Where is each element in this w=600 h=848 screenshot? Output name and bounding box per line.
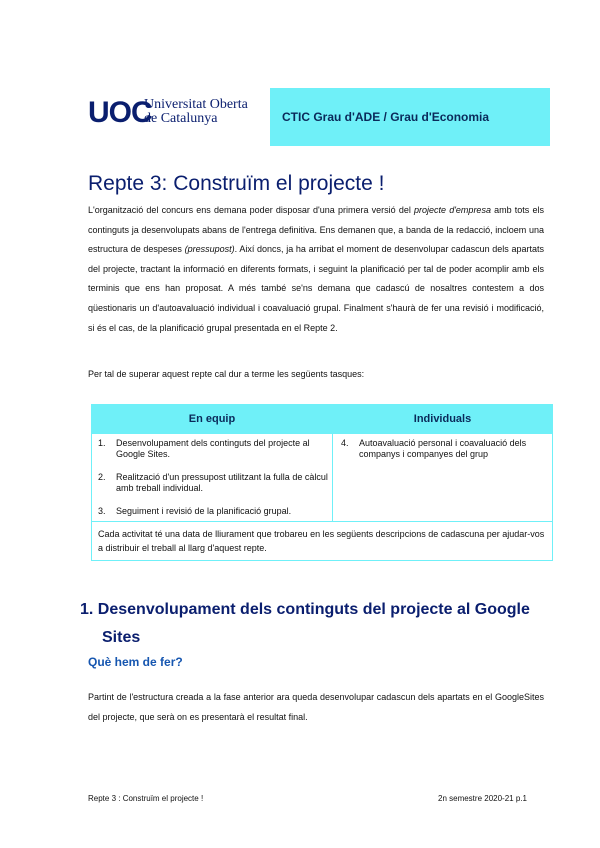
list-item xyxy=(96,506,332,517)
intro-text-a: L'organització del concurs ens demana poder disposar d'una primera versió del xyxy=(88,205,415,215)
uoc-logo-mark: UOC xyxy=(88,96,152,129)
section-body: Partint de l'estructura creada a la fase anterior ara queda desenvolupar cadascun dels apartats en el GoogleSites del projecte, que serà on es presentarà el resultat final. xyxy=(88,692,544,722)
page-footer-title: Repte 3 : Construïm el projecte ! xyxy=(88,794,204,803)
section-title-b: Sites xyxy=(102,629,141,646)
page-title: Repte 3: Construïm el projecte ! xyxy=(88,172,385,195)
logo-line-1: Universitat Oberta xyxy=(144,97,248,112)
section-heading xyxy=(80,596,550,652)
list-item xyxy=(339,438,548,460)
col-header-individual: Individuals xyxy=(333,405,553,434)
section-number: 1. xyxy=(80,601,94,618)
team-tasks-cell xyxy=(92,434,333,522)
intro-em-project: projecte d'empresa xyxy=(414,205,491,215)
task-number: 2. xyxy=(98,472,106,482)
tasks-table-header xyxy=(92,405,553,434)
tasks-intro: Per tal de superar aquest repte cal dur a terme les següents tasques: xyxy=(88,369,365,379)
list-item xyxy=(96,472,332,494)
degree-banner xyxy=(270,88,550,146)
intro-text-c: . Així doncs, ja ha arribat el moment de desenvolupar cadascun dels apartats del projecte, tractant la informació en diferents formats, i seguint la planificació per tal de poder acomplir amb els terminis que ens han proposat. A més també se'ns demana que cadascú de nosaltres contestem a dos qüestionaris un d'autoavaluació individual i coavaluació grupal. Finalment s'haurà de fer una revisió i modificació, si és el cas, de la planificació grupal presentada en el Repte 2. xyxy=(88,244,544,333)
tasks-table-footer-row xyxy=(92,522,553,561)
task-text: Realització d'un pressupost utilitzant la fulla de càlcul amb treball individual. xyxy=(116,472,328,493)
intro-text-b: amb tots els continguts ja desenvolupats abans de l'entrega definitiva. Ens demanen que, a banda de la redacció, incloem una estructura de despeses xyxy=(88,205,544,255)
tasks-table-note: Cada activitat té una data de lliurament que trobareu en les següents descripcions de cadascuna per ajudar-vos a distribuir el treball al llarg d'aquest repte. xyxy=(92,522,553,561)
logo-line-2: de Catalunya xyxy=(144,111,218,126)
task-text: Desenvolupament dels continguts del projecte al Google Sites. xyxy=(116,438,310,459)
intro-em-budget: (pressupost) xyxy=(184,244,235,255)
tasks-table xyxy=(91,404,553,561)
degree-banner-text: CTIC Grau d'ADE / Grau d'Economia xyxy=(282,110,490,124)
task-number: 3. xyxy=(98,506,106,516)
task-number: 1. xyxy=(98,438,106,448)
task-text: Seguiment i revisió de la planificació grupal. xyxy=(116,506,292,516)
individual-tasks-cell xyxy=(333,434,553,522)
task-number: 4. xyxy=(341,438,349,448)
task-text: Autoavaluació personal i coavaluació dels companys i companyes del grup xyxy=(359,438,527,459)
col-header-team: En equip xyxy=(92,405,333,434)
list-item xyxy=(96,438,332,460)
section-title-a: Desenvolupament dels continguts del projecte al Google xyxy=(97,601,530,618)
intro-paragraph xyxy=(88,201,544,338)
section-subheading: Què hem de fer? xyxy=(88,655,183,669)
uoc-logo-text xyxy=(144,98,248,126)
page-footer-number: 2n semestre 2020-21 p.1 xyxy=(438,794,527,803)
tasks-table-row xyxy=(92,434,553,522)
